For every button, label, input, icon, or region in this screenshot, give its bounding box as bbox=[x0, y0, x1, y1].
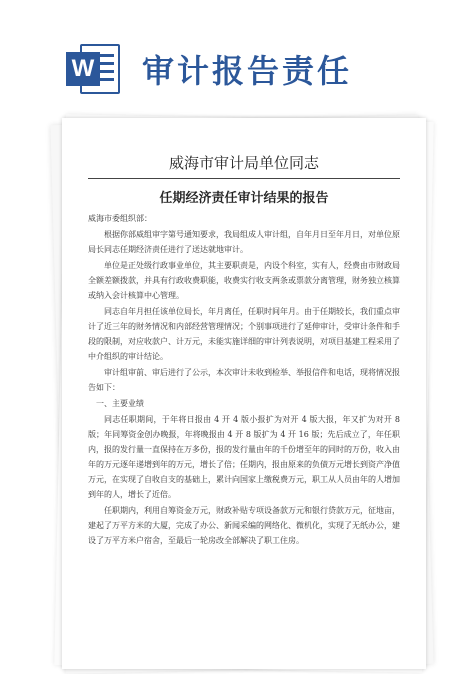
body-paragraph: 任职期内，利用自筹资金万元，财政补贴专项设备款万元和银行贷款万元，征地亩，建起了万平方米的大厦，完成了办公、新闻采编的网络化、微机化，实现了无纸办公，建设了万平方米户宿舍，至最后一轮房改全部解决了职工住房。 bbox=[88, 506, 400, 545]
body-paragraph: 同志自年月担任该单位局长，年月离任，任职时间年月。由于任期较长，我们重点审计了近三年的财务情况和内部经营管理情况；个别事项进行了延伸审计，受审计条件和手段的限制，对应收款户、计万元，未能实施详细的审计列表说明，对项目基建工程采用了中介组织的审计结论。 bbox=[88, 307, 400, 361]
document-subtitle: 任期经济责任审计结果的报告 bbox=[159, 191, 329, 206]
banner bbox=[0, 0, 474, 120]
body-paragraph: 审计组审前、审后进行了公示，本次审计未收到检举、举报信件和电话，现将情况报告如下： bbox=[88, 368, 400, 392]
body-paragraph: 根据你部威组审字第号通知要求，我局组成人审计组，自年月日至年月日，对单位原局长同志任期经济责任进行了送达就地审计。 bbox=[88, 230, 400, 254]
title-divider bbox=[88, 178, 400, 179]
word-icon-letter: W bbox=[66, 52, 100, 86]
word-document-icon bbox=[64, 40, 122, 98]
section-heading: 一、主要业绩 bbox=[96, 399, 144, 408]
salutation: 威海市委组织部： bbox=[88, 214, 152, 223]
banner-title: 审计报告责任 bbox=[142, 52, 353, 90]
document-title: 威海市审计局单位同志 bbox=[168, 154, 319, 172]
document-body bbox=[88, 211, 400, 549]
body-paragraph: 单位是正处级行政事业单位，其主要职责是，内设个科室，实有人，经费由市财政局全额差额拨款，并具有行政收费职能，收费实行收支两条或票款分离管理，财务独立核算或纳入会计核算中心管理。 bbox=[88, 261, 400, 300]
body-paragraph: 同志任职期间，于年将日报由 4 开 4 版小报扩为对开 4 版大报，年又扩为对开 8 版；年同筹资金创办晚报，年将晚报由 4 开 8 版扩为 4 开 16 版；先后成立了，年任职内，报的发行量一直保持在万多份，报的发行量由年的千份增至年的同时的万份，收入由年的万元逐年递增到年的万元，增长了倍；任期内，报由原来的负债万元增长到资产净值万元，在实现了自收自支的基础上，累计向国家上缴税费万元，职工从人员由年的人增加到年的人，增长了近倍。 bbox=[88, 415, 400, 499]
document-page bbox=[62, 118, 426, 669]
